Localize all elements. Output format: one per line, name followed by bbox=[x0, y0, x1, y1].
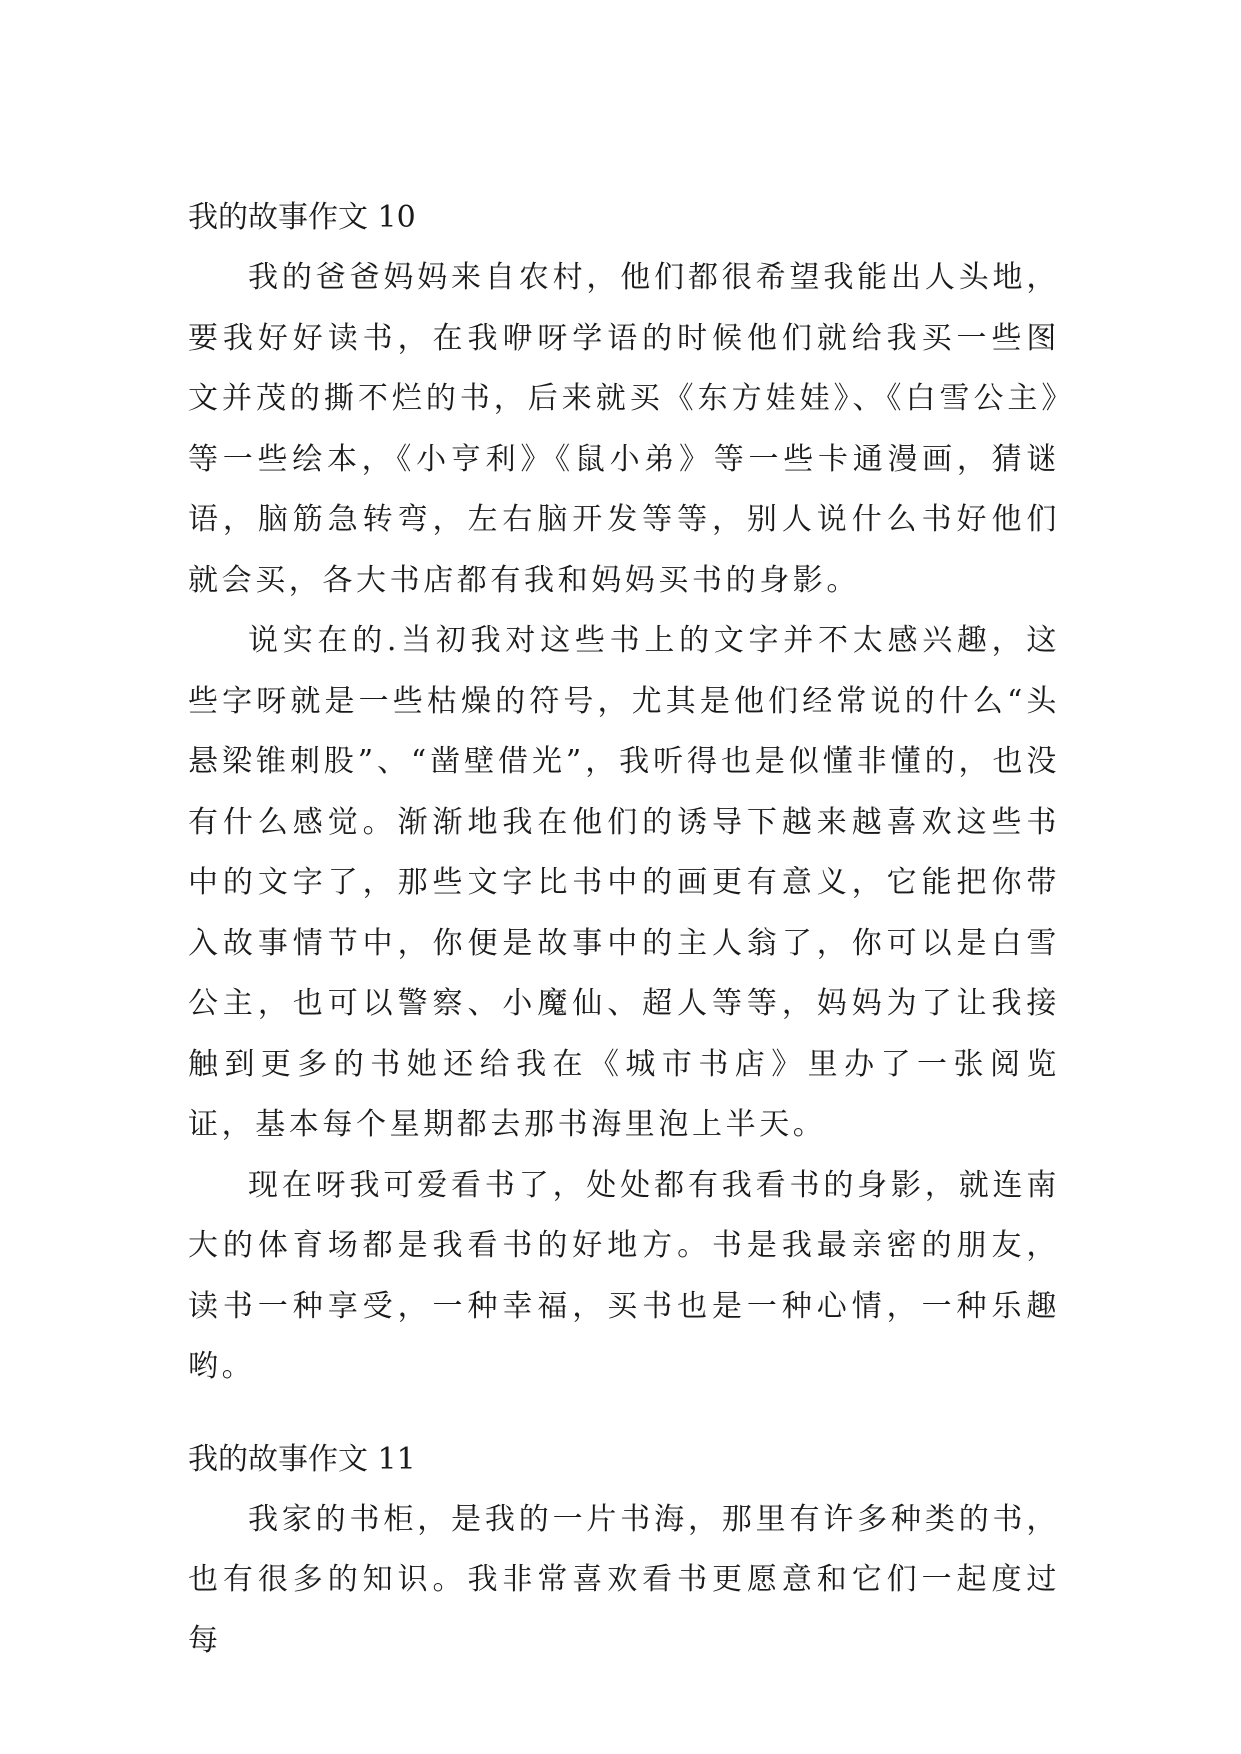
paragraph: 我家的书柜，是我的一片书海，那里有许多种类的书，也有很多的知识。我非常喜欢看书更愿意和它们一起度过每 bbox=[188, 1501, 1060, 1658]
paragraph: 现在呀我可爱看书了，处处都有我看书的身影，就连南大的体育场都是我看书的好地方。书是我最亲密的朋友，读书一种享受，一种幸福，买书也是一种心情，一种乐趣哟。 bbox=[188, 1167, 1060, 1384]
document-page bbox=[188, 188, 1060, 1671]
paragraph: 说实在的.当初我对这些书上的文字并不太感兴趣，这些字呀就是一些枯燥的符号，尤其是他们经常说的什么“头悬梁锥刺股”、“凿壁借光”，我听得也是似懂非懂的，也没有什么感觉。渐渐地我在他们的诱导下越来越喜欢这些书中的文字了，那些文字比书中的画更有意义，它能把你带入故事情节中，你便是故事中的主人翁了，你可以是白雪公主，也可以警察、小魔仙、超人等等，妈妈为了让我接触到更多的书她还给我在《城市书店》里办了一张阅览证，基本每个星期都去那书海里泡上半天。 bbox=[188, 623, 1060, 1142]
essay-section-10 bbox=[188, 188, 1060, 1398]
section-title: 我的故事作文 11 bbox=[188, 1441, 416, 1477]
section-spacer bbox=[188, 1398, 1060, 1430]
essay-section-11 bbox=[188, 1430, 1060, 1672]
section-title: 我的故事作文 10 bbox=[188, 200, 416, 235]
paragraph: 我的爸爸妈妈来自农村，他们都很希望我能出人头地，要我好好读书，在我咿呀学语的时候他们就给我买一些图文并茂的撕不烂的书，后来就买《东方娃娃》、《白雪公主》等一些绘本，《小亨利》《鼠小弟》等一些卡通漫画，猜谜语，脑筋急转弯，左右脑开发等等，别人说什么书好他们就会买，各大书店都有我和妈妈买书的身影。 bbox=[188, 260, 1060, 598]
